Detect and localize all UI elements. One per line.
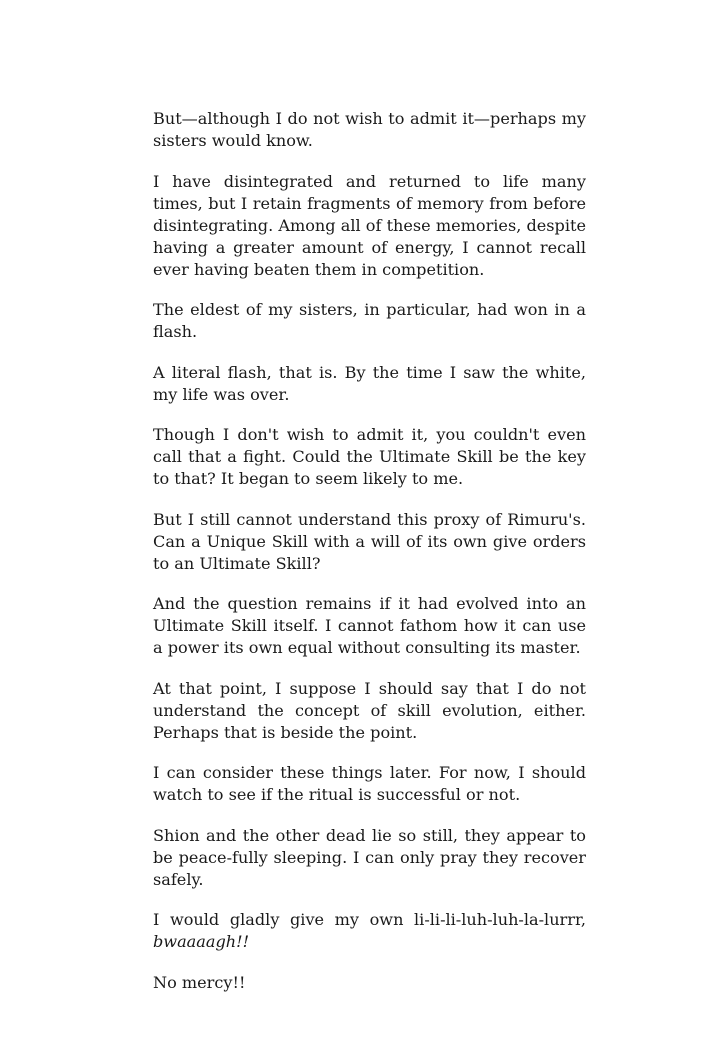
paragraph: Shion and the other dead lie so still, they appear to be peace-fully sleeping. I can only pray they recover safely. (153, 825, 586, 889)
paragraph: I can consider these things later. For now, I should watch to see if the ritual is successful or not. (153, 763, 586, 804)
paragraph: Though I don't wish to admit it, you couldn't even call that a fight. Could the Ultimate Skill be the key to that? It began to seem likely to me. (153, 425, 586, 488)
paragraph: But—although I do not wish to admit it—perhaps my sisters would know. (153, 109, 586, 150)
body-text (153, 108, 586, 1012)
closing-line: No mercy!! (153, 972, 246, 992)
paragraph: A literal flash, that is. By the time I saw the white, my life was over. (153, 362, 586, 404)
final-line-italic: bwaaaagh!! (153, 932, 250, 951)
final-line-plain: I would gladly give my own li-li-li-luh-luh-la-lurrr, (153, 910, 586, 929)
paragraph: The eldest of my sisters, in particular, had won in a flash. (153, 300, 586, 341)
paragraph: And the question remains if it had evolved into an Ultimate Skill itself. I cannot fathom how it can use a power its own equal without consulting its master. (153, 594, 586, 657)
paragraph-final-line (153, 909, 586, 953)
paragraph: At that point, I suppose I should say that I do not understand the concept of skill evolution, either. Perhaps that is beside the point. (153, 678, 586, 742)
paragraph: But I still cannot understand this proxy of Rimuru's. Can a Unique Skill with a will of its own give orders to an Ultimate Skill? (153, 509, 586, 573)
paragraph: I have disintegrated and returned to life many times, but I retain fragments of memory from before disintegrating. Among all of these memories, despite having a greater amount of energy, I cannot recall ever having beaten them in competition. (153, 171, 586, 279)
